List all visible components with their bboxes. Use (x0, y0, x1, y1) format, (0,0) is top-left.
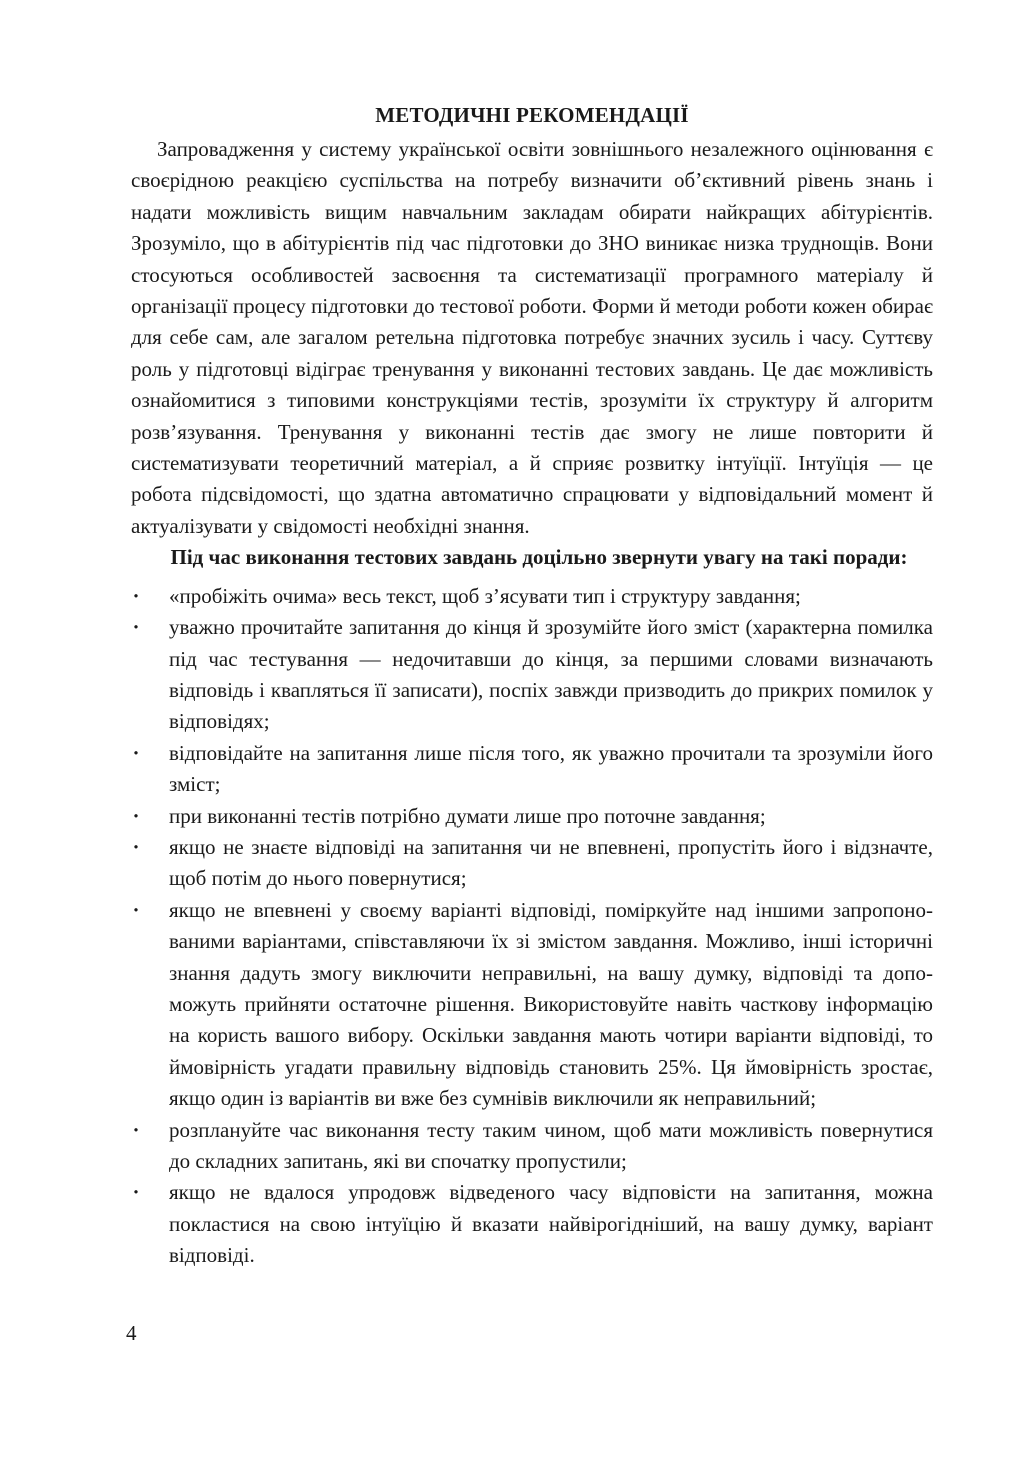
bullet-icon: · (132, 583, 140, 608)
bullet-icon: · (132, 897, 140, 922)
list-item-text: якщо не впевнені у своєму варіанті відповіді, поміркуйте над іншими запропонованими варіантами, співставляючи їх зі змістом завдання. Можливо, інші історичні знання дадуть змогу виключити неправильні, на вашу думку, відповіді та допоможуть прийняти остаточне рішення. Використовуйте навіть часткову інформацію на користь вашого вибору. Оскільки завдання мають чотири варіанти відповіді, то ймовірність угадати правильну відповідь становить 25%. Ця ймовірність зростає, якщо один із варіантів ви вже без сумнівів виключили як неправильний; (169, 897, 933, 1111)
list-item (131, 738, 933, 801)
tips-heading: Під час виконання тестових завдань доцільно звернути увагу на такі поради: (170, 545, 908, 570)
bullet-icon: · (132, 834, 140, 859)
list-item-text: при виконанні тестів потрібно думати лише про поточне завдання; (169, 803, 766, 828)
bullet-icon: · (132, 615, 140, 640)
list-item-text: якщо не вдалося упродовж відведеного часу відповісти на запитання, можна покластися на свою інтуїцію й вказати найвірогіднiший, на вашу думку, варіант відповіді. (169, 1180, 933, 1268)
bullet-icon: · (132, 1117, 140, 1142)
list-item-text: уважно прочитайте запитання до кінця й зрозумійте його зміст (характерна помилка під час тестування — недочитавши до кінця, за першими словами визначають відповідь і квапляться її записати), поспіх завжди призводить до прикрих помилок у відповідях; (169, 615, 933, 734)
list-item (131, 832, 933, 895)
intro-paragraph: Запровадження у систему української освіти зовнішнього незалежного оцінювання є своєрідною реакцією суспільства на потребу визначити об’єктивний рівень знань і надати можливість вищим навчальним закладам обирати найкращих абітурієнтів. Зрозуміло, що в абітурієнтів під час підготовки до ЗНО виникає низка труднощів. Вони стосуються особливостей засвоєння та систематизації програмного матеріалу й організації процесу підготовки до тестової роботи. Форми й методи роботи кожен обирає для себе сам, але загалом ретельна підготовка потребує значних зусиль і часу. Суттєву роль у підготовці відіграє тренування у виконанні тестових завдань. Це дає можливість ознайомитися з типовими конструкціями тестів, зрозуміти їх структуру й алгоритм розв’язування. Тренування у виконанні тестів дає змогу не лише повторити й систематизувати теоретичний матеріал, а й сприяє розвитку інтуїції. Інтуїція — це робота підсвідомості, що здатна автоматично спрацювати у відповідальний момент й актуалізувати у свідомості необхідні знання. (131, 137, 933, 538)
list-item (131, 1177, 933, 1271)
list-item (131, 1115, 933, 1178)
page-content (131, 100, 933, 1272)
list-item (131, 581, 933, 612)
bullet-icon: · (132, 803, 140, 828)
list-item-text: розплануйте час виконання тесту таким чином, щоб мати можливість повернутися до складних запитань, які ви спочатку пропустили; (169, 1117, 933, 1173)
tips-list (131, 581, 933, 1272)
list-item-text: якщо не знаєте відповіді на запитання чи не впевнені, пропустіть його і відзначте, щоб потім до нього повернутися; (169, 834, 933, 891)
list-item-text: «пробіжіть очима» весь текст, щоб з’ясувати тип і структуру завдання; (169, 583, 801, 608)
bullet-icon: · (132, 740, 140, 765)
bullet-icon: · (132, 1180, 140, 1205)
list-item (131, 801, 933, 832)
list-item (131, 612, 933, 738)
page-title: МЕТОДИЧНІ РЕКОМЕНДАЦІЇ (375, 103, 689, 127)
list-item-text: відповідайте на запитання лише після того, як уважно прочитали та зрозуміли його зміст; (169, 740, 933, 797)
page-number: 4 (126, 1321, 137, 1345)
list-item (131, 895, 933, 1115)
